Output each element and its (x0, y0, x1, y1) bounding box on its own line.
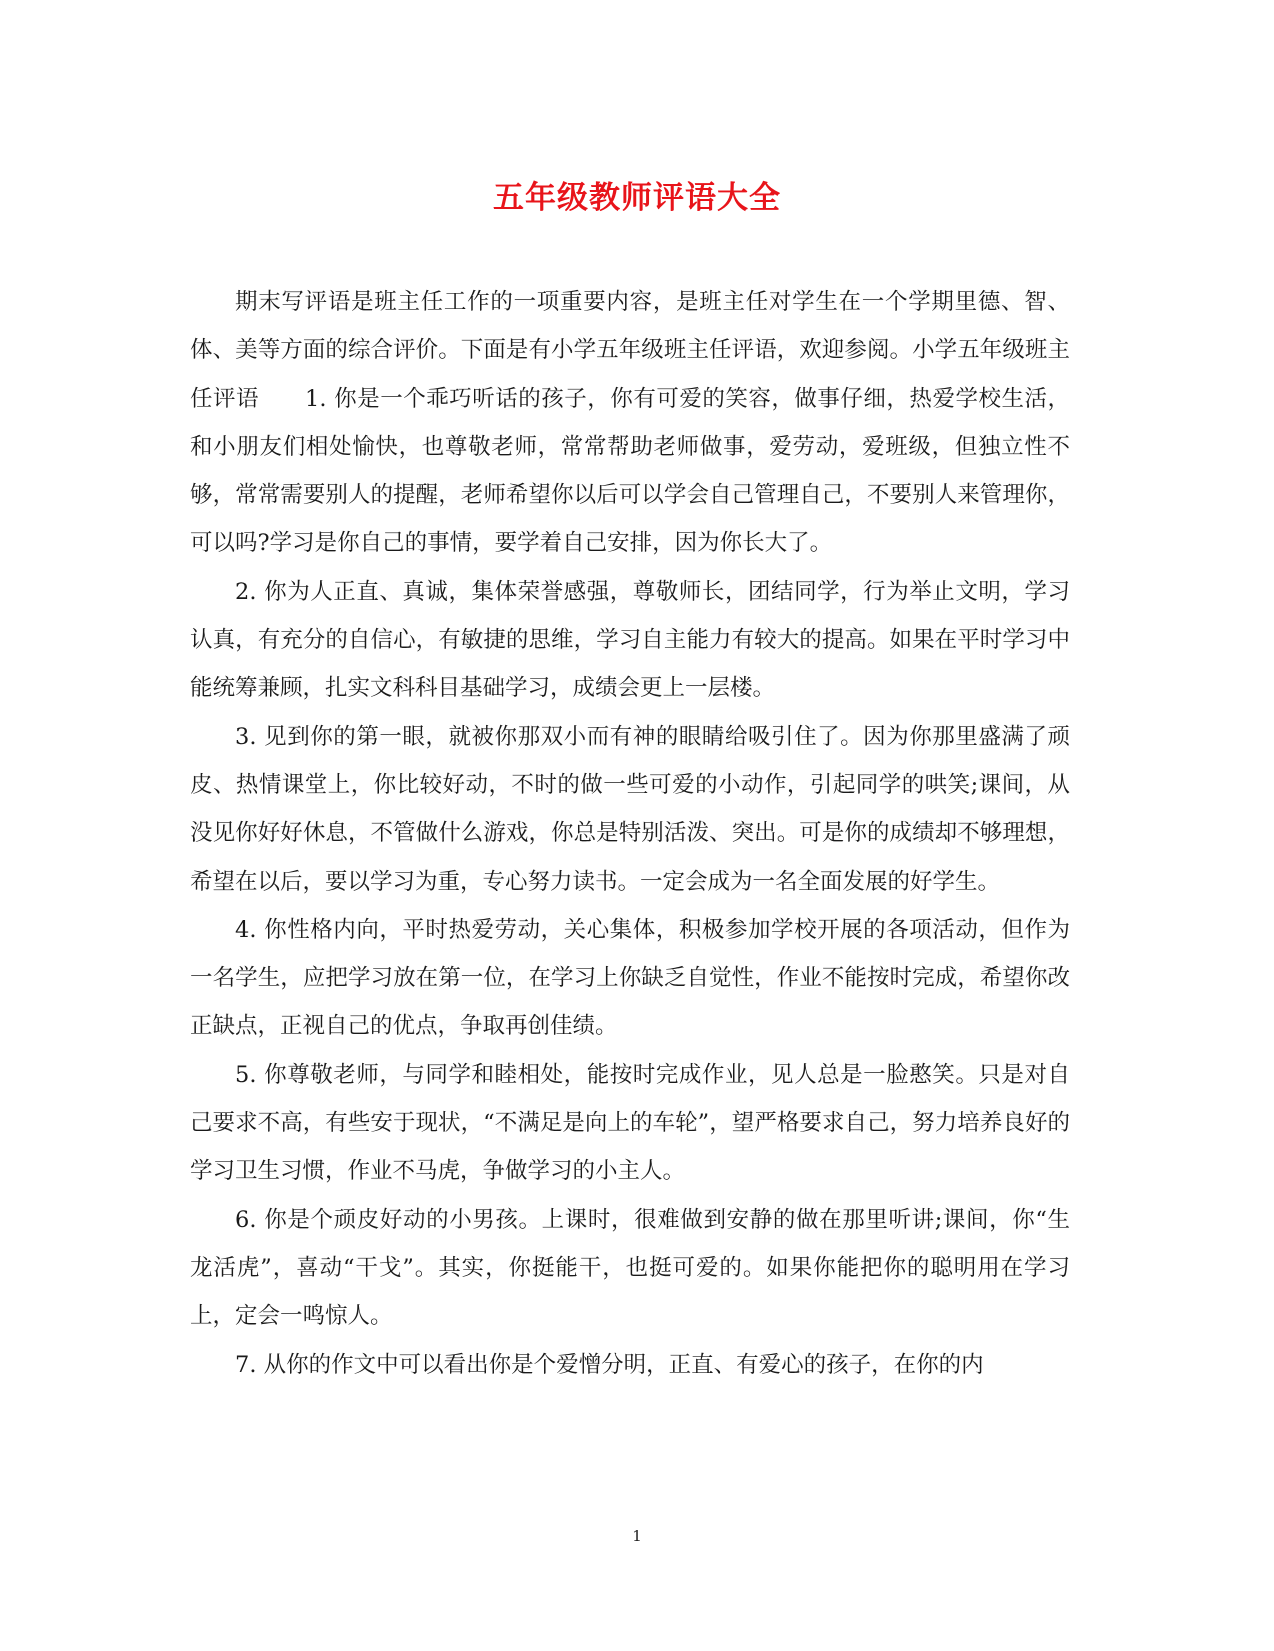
paragraph-item-6: 6. 你是个顽皮好动的小男孩。上课时，很难做到安静的做在那里听讲;课间，你“生龙活虎”，喜动“干戈”。其实，你挺能干，也挺可爱的。如果你能把你的聪明用在学习上，定会一鸣惊人。 (190, 1206, 1070, 1330)
paragraph-item-4: 4. 你性格内向，平时热爱劳动，关心集体，积极参加学校开展的各项活动，但作为一名学生，应把学习放在第一位，在学习上你缺乏自觉性，作业不能按时完成，希望你改正缺点，正视自己的优点，争取再创佳绩。 (190, 916, 1070, 1040)
document-title: 五年级教师评语大全 (493, 180, 781, 216)
document-body (190, 278, 1070, 1389)
paragraph-item-2: 2. 你为人正直、真诚，集体荣誉感强，尊敬师长，团结同学，行为举止文明，学习认真，有充分的自信心，有敏捷的思维，学习自主能力有较大的提高。如果在平时学习中能统筹兼顾，扎实文科科目基础学习，成绩会更上一层楼。 (190, 578, 1070, 702)
paragraph-intro: 期末写评语是班主任工作的一项重要内容，是班主任对学生在一个学期里德、智、体、美等方面的综合评价。下面是有小学五年级班主任评语，欢迎参阅。小学五年级班主任评语 1. 你是一个乖巧听话的孩子，你有可爱的笑容，做事仔细，热爱学校生活，和小朋友们相处愉快，也尊敬老师，常常帮助老师做事，爱劳动，爱班级，但独立性不够，常常需要别人的提醒，老师希望你以后可以学会自己管理自己，不要别人来管理你，可以吗?学习是你自己的事情，要学着自己安排，因为你长大了。 (190, 289, 1070, 557)
page-number: 1 (632, 1527, 642, 1545)
paragraph-item-5: 5. 你尊敬老师，与同学和睦相处，能按时完成作业，见人总是一脸憨笑。只是对自己要求不高，有些安于现状，“不满足是向上的车轮”，望严格要求自己，努力培养良好的学习卫生习惯，作业不马虎，争做学习的小主人。 (190, 1061, 1070, 1185)
paragraph-item-7: 7. 从你的作文中可以看出你是个爱憎分明，正直、有爱心的孩子，在你的内 (235, 1351, 984, 1378)
paragraph-item-3: 3. 见到你的第一眼，就被你那双小而有神的眼睛给吸引住了。因为你那里盛满了顽皮、热情课堂上，你比较好动，不时的做一些可爱的小动作，引起同学的哄笑;课间，从没见你好好休息，不管做什么游戏，你总是特别活泼、突出。可是你的成绩却不够理想，希望在以后，要以学习为重，专心努力读书。一定会成为一名全面发展的好学生。 (190, 723, 1070, 895)
